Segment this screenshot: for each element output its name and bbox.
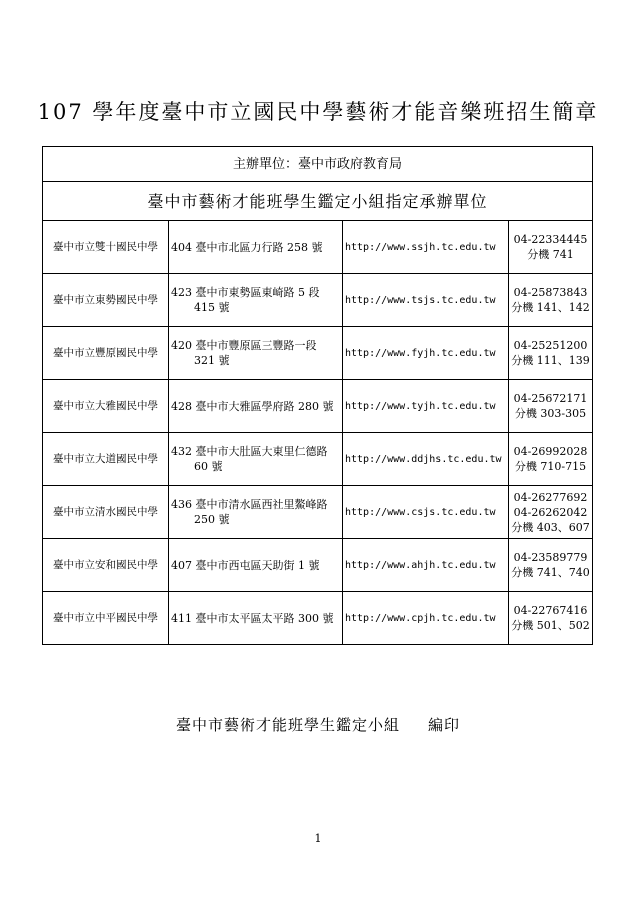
school-website[interactable]: http://www.ahjh.tc.edu.tw: [343, 539, 509, 592]
school-phone-cell: [509, 221, 593, 274]
school-phone-cell: [509, 433, 593, 486]
school-address: 411 臺中市太平區太平路 300 號: [171, 611, 334, 625]
table-row: [43, 274, 593, 327]
designated-units-table: [42, 146, 593, 645]
table-row: [43, 221, 593, 274]
school-website[interactable]: http://www.ssjh.tc.edu.tw: [343, 221, 509, 274]
table-heading-row: [43, 182, 593, 221]
table-row: [43, 433, 593, 486]
document-title: 107 學年度臺中市立國民中學藝術才能音樂班招生簡章: [37, 100, 599, 124]
school-phone-cell: [509, 380, 593, 433]
school-address-cell: [169, 274, 343, 327]
school-phone-cell: [509, 486, 593, 539]
school-phone: 分機 710-715: [514, 460, 587, 473]
school-address-cell: [169, 486, 343, 539]
school-website[interactable]: http://www.cpjh.tc.edu.tw: [343, 592, 509, 645]
school-address-cell: [169, 380, 343, 433]
school-name: 臺中市立東勢國民中學: [43, 274, 169, 327]
school-name: 臺中市立雙十國民中學: [43, 221, 169, 274]
school-phone-cell: [509, 592, 593, 645]
school-phone: 分機 403、607: [511, 520, 590, 534]
school-address-cell: [169, 433, 343, 486]
editor-name: 臺中市藝術才能班學生鑑定小組: [175, 716, 400, 734]
school-address: 436 臺中市清水區西社里鰲峰路 250 號: [171, 498, 328, 526]
table-heading: 臺中市藝術才能班學生鑑定小組指定承辦單位: [43, 182, 593, 221]
school-name: 臺中市立大道國民中學: [43, 433, 169, 486]
page-number: 1: [314, 832, 322, 845]
school-phone-cell: [509, 539, 593, 592]
school-website[interactable]: http://www.ddjhs.tc.edu.tw: [343, 433, 509, 486]
editor-action: 編印: [428, 716, 461, 734]
school-phone: 分機 501、502: [511, 619, 590, 632]
school-phone: 分機 111、139: [511, 354, 590, 367]
school-name: 臺中市立豐原國民中學: [43, 327, 169, 380]
school-phone: 分機 741: [527, 248, 574, 261]
school-phone: 04-23589779: [513, 551, 588, 564]
school-address: 404 臺中市北區力行路 258 號: [171, 240, 323, 254]
school-name: 臺中市立中平國民中學: [43, 592, 169, 645]
table-row: [43, 327, 593, 380]
school-phone: 04-25251200: [513, 339, 588, 352]
school-website[interactable]: http://www.tsjs.tc.edu.tw: [343, 274, 509, 327]
table-row: [43, 486, 593, 539]
table-row: [43, 380, 593, 433]
organizer-row: [43, 147, 593, 182]
table-row: [43, 539, 593, 592]
school-phone: 分機 741、740: [511, 566, 590, 579]
school-phone: 04-26992028: [513, 445, 588, 458]
school-phone: 04-25873843: [513, 286, 588, 299]
school-name: 臺中市立清水國民中學: [43, 486, 169, 539]
school-address-cell: [169, 592, 343, 645]
school-website[interactable]: http://www.csjs.tc.edu.tw: [343, 486, 509, 539]
school-address: 423 臺中市東勢區東崎路 5 段 415 號: [171, 286, 320, 314]
school-phone: 分機 303-305: [514, 407, 587, 420]
school-phone: 04-25672171: [513, 392, 588, 405]
school-address: 407 臺中市西屯區天助街 1 號: [171, 558, 320, 572]
school-address: 420 臺中市豐原區三豐路一段 321 號: [171, 339, 317, 367]
school-phone: 04-22334445: [513, 233, 588, 246]
school-address-cell: [169, 539, 343, 592]
school-website[interactable]: http://www.fyjh.tc.edu.tw: [343, 327, 509, 380]
school-address-cell: [169, 221, 343, 274]
school-phone: 分機 141、142: [511, 301, 590, 314]
school-phone-cell: [509, 327, 593, 380]
school-phone: 04-26262042: [513, 505, 588, 519]
school-phone: 04-26277692: [513, 490, 588, 504]
school-address-cell: [169, 327, 343, 380]
school-address: 432 臺中市大肚區大東里仁德路 60 號: [171, 445, 328, 473]
school-phone: 04-22767416: [513, 604, 588, 617]
editor-credit: [0, 714, 636, 735]
school-name: 臺中市立大雅國民中學: [43, 380, 169, 433]
school-website[interactable]: http://www.tyjh.tc.edu.tw: [343, 380, 509, 433]
school-phone-cell: [509, 274, 593, 327]
school-name: 臺中市立安和國民中學: [43, 539, 169, 592]
school-address: 428 臺中市大雅區學府路 280 號: [171, 399, 334, 413]
table-row: [43, 592, 593, 645]
organizer-label: 主辦單位：臺中市政府教育局: [43, 147, 593, 182]
